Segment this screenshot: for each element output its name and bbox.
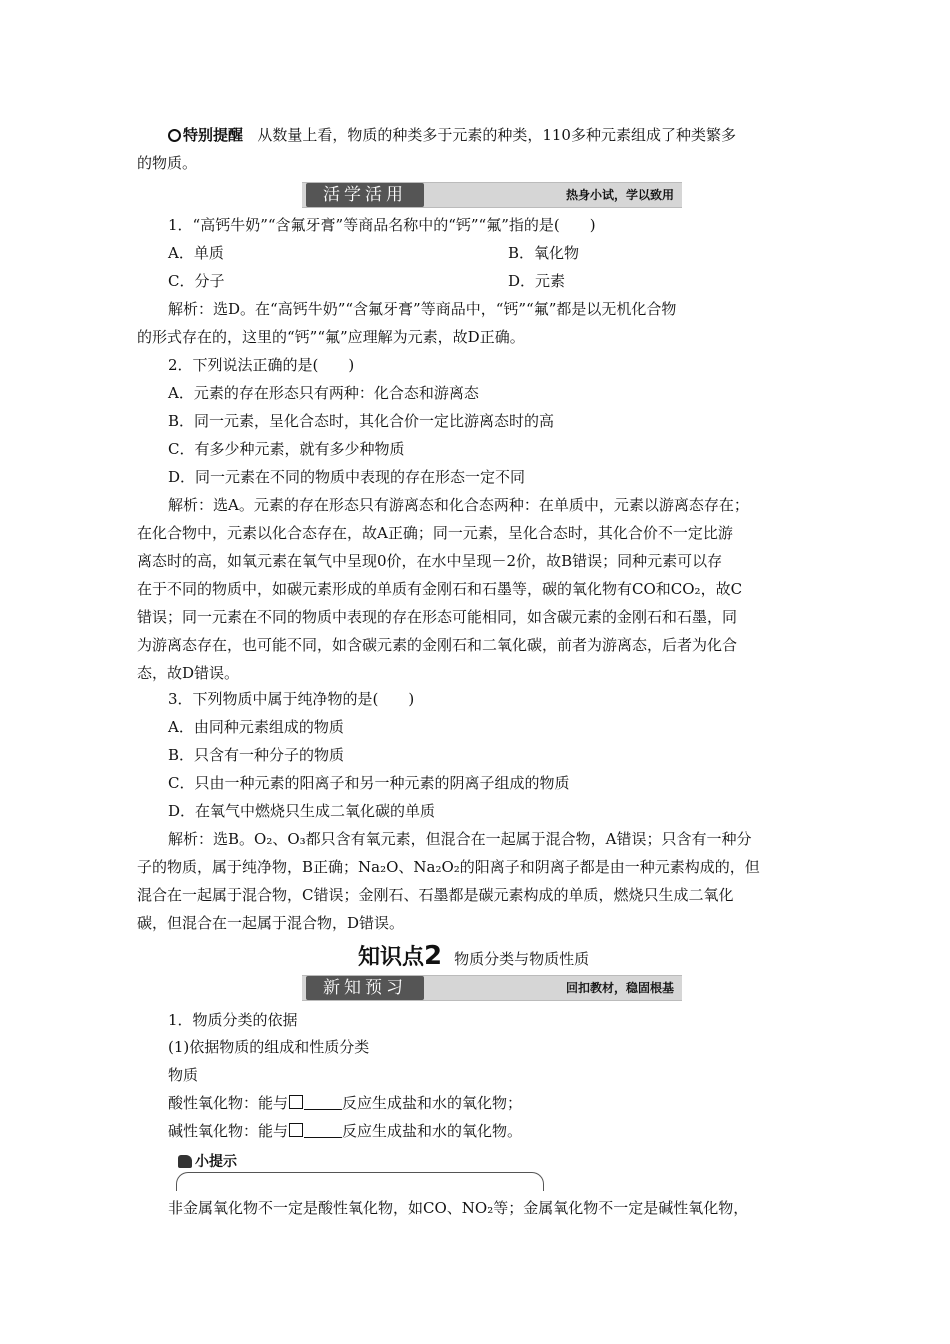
q3-option-d: D．在氧气中燃烧只生成二氧化碳的单质 (168, 802, 436, 820)
reminder-line-1 (168, 125, 736, 145)
q1-option-d: D．元素 (508, 272, 566, 290)
answer-box[interactable] (289, 1095, 303, 1109)
q1-option-a: A．单质 (168, 244, 224, 262)
q2-explanation-line: 在化合物中，元素以化合态存在，故A正确；同一元素，呈化合态时，其化合价不一定比游 (137, 524, 733, 542)
q2-option-d: D．同一元素在不同的物质中表现的存在形态一定不同 (168, 468, 526, 486)
q1-stem: 1．“高钙牛奶”“含氟牙膏”等商品名称中的“钙”“氟”指的是( ) (168, 216, 596, 234)
basic-oxide-line: 碱性氧化物：能与 反应生成盐和水的氧化物。 (168, 1122, 523, 1140)
reminder-line-2: 的物质。 (137, 154, 198, 172)
section-heading (358, 940, 589, 971)
q2-stem: 2．下列说法正确的是( ) (168, 356, 355, 374)
q2-option-b: B．同一元素，呈化合态时，其化合价一定比游离态时的高 (168, 412, 555, 430)
q3-explanation-line: 混合在一起属于混合物，C错误；金刚石、石墨都是碳元素构成的单质，燃烧只生成二氧化 (137, 886, 734, 904)
q3-explanation-line: 解析：选B。O₂、O₃都只含有氧元素，但混合在一起属于混合物，A错误；只含有一种分 (168, 830, 752, 848)
reminder-label: 特别提醒 (183, 126, 244, 144)
body-line: (1)依据物质的组成和性质分类 (168, 1038, 370, 1056)
q3-option-a: A．由同种元素组成的物质 (168, 718, 344, 736)
q2-explanation-line: 在于不同的物质中，如碳元素形成的单质有金刚石和石墨等，碳的氧化物有CO和CO₂，故C (137, 580, 743, 598)
banner-practice-title: 活学活用 (306, 183, 424, 207)
q3-explanation-line: 碳，但混合在一起属于混合物，D错误。 (137, 914, 405, 932)
q2-explanation-line: 错误；同一元素在不同的物质中表现的存在形态可能相同，如含碳元素的金刚石和石墨，同 (137, 608, 738, 626)
q1-option-b: B．氧化物 (508, 244, 580, 262)
reminder-text: 从数量上看，物质的种类多于元素的种类，110多种元素组成了种类繁多 (257, 126, 736, 144)
section-title: 知识点 (358, 945, 425, 970)
banner-preview (302, 975, 682, 1001)
q1-explanation-2: 的形式存在的，这里的“钙”“氟”应理解为元素，故D正确。 (137, 328, 525, 346)
q3-option-b: B．只含有一种分子的物质 (168, 746, 345, 764)
q2-option-a: A．元素的存在形态只有两种：化合态和游离态 (168, 384, 479, 402)
banner-practice (302, 182, 682, 208)
answer-box[interactable] (289, 1123, 303, 1137)
q2-option-c: C．有多少种元素，就有多少种物质 (168, 440, 405, 458)
banner-preview-title: 新知预习 (306, 976, 424, 1000)
tip-label: 小提示 (178, 1151, 237, 1171)
acidic-oxide-line: 酸性氧化物：能与 反应生成盐和水的氧化物； (168, 1094, 523, 1112)
q3-explanation-line: 子的物质，属于纯净物，B正确；Na₂O、Na₂O₂的阳离子和阴离子都是由一种元素构成的，但 (137, 858, 760, 876)
q2-explanation-line: 为游离态存在，也可能不同，如含碳元素的金刚石和二氧化碳，前者为游离态，后者为化合 (137, 636, 738, 654)
tip-text: 非金属氧化物不一定是酸性氧化物，如CO、NO₂等；金属氧化物不一定是碱性氧化物， (168, 1199, 749, 1217)
body-line: 物质 (168, 1066, 199, 1084)
section-name: 物质分类与物质性质 (454, 950, 590, 968)
section-number: 2 (424, 941, 443, 971)
q3-option-c: C．只由一种元素的阳离子和另一种元素的阴离子组成的物质 (168, 774, 570, 792)
answer-blank[interactable] (304, 1123, 342, 1138)
body-line: 1．物质分类的依据 (168, 1011, 298, 1029)
banner-practice-subtitle: 热身小试，学以致用 (565, 188, 674, 202)
q2-explanation-line: 态，故D错误。 (137, 664, 240, 682)
tip-bar (176, 1172, 544, 1191)
answer-blank[interactable] (304, 1095, 342, 1110)
q2-explanation-line: 解析：选A。元素的存在形态只有游离态和化合态两种：在单质中，元素以游离态存在； (168, 496, 749, 514)
q3-stem: 3．下列物质中属于纯净物的是( ) (168, 690, 415, 708)
q1-option-c: C．分子 (168, 272, 225, 290)
q2-explanation-line: 离态时的高，如氧元素在氧气中呈现0价，在水中呈现－2价，故B错误；同种元素可以存 (137, 552, 723, 570)
thumbs-up-icon (178, 1155, 192, 1168)
reminder-icon (168, 129, 181, 142)
q1-explanation-1: 解析：选D。在“高钙牛奶”“含氟牙膏”等商品中，“钙”“氟”都是以无机化合物 (168, 300, 677, 318)
banner-preview-subtitle: 回扣教材，稳固根基 (565, 981, 674, 995)
